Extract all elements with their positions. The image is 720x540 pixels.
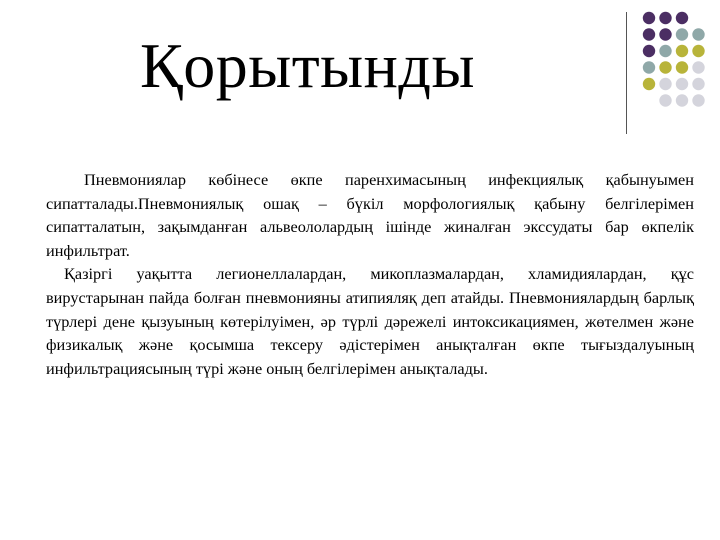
decorative-dot [676, 45, 688, 57]
decorative-dot [692, 45, 704, 57]
decorative-dot [676, 61, 688, 73]
decorative-dot [676, 94, 688, 106]
decorative-dot [643, 45, 655, 57]
decorative-dot [659, 45, 671, 57]
decorative-dot [692, 61, 704, 73]
decorative-dot [659, 61, 671, 73]
decorative-dot [676, 12, 688, 24]
decorative-dot [676, 28, 688, 40]
slide-title: Қорытынды [140, 30, 475, 101]
decorative-dot [659, 94, 671, 106]
decorative-dot-grid [640, 10, 712, 120]
decorative-dot [692, 28, 704, 40]
decorative-dot [692, 78, 704, 90]
decorative-dot [659, 78, 671, 90]
decorative-dot [643, 12, 655, 24]
slide-body [46, 168, 694, 380]
body-paragraph-2: Қазіргі уақытта легионеллалардан, микоплазмалардан, хламидиялардан, құс вирустарынан пайда болған пневмонияны атипияляқ деп атайды. Пневмониялардың барлық түрлері дене қызуының көтерілуімен, әр түрлі дәрежелі интоксикациямен, жөтелмен және физикалық және қосымша тексеру әдістерімен анықталған өкпе тығыздалуының инфильтрациясының түрі және оның белгілерімен анықталады. [46, 264, 694, 378]
decorative-dot [676, 78, 688, 90]
body-paragraph-1: Пневмониялар көбінесе өкпе паренхимасының инфекциялық қабынуымен сипатталады.Пневмониялық ошақ – бүкіл морфологиялық қабыну белгілерімен сипатталатын, зақымданған альвеололардың ішінде жиналған экссудаты бар өкпелік инфильтрат. [46, 170, 694, 260]
decorative-dot [659, 12, 671, 24]
decorative-dot [643, 78, 655, 90]
decorative-dot [643, 61, 655, 73]
decorative-dot [643, 28, 655, 40]
decorative-dot [659, 28, 671, 40]
title-divider-line [626, 12, 627, 134]
decorative-dot [692, 94, 704, 106]
